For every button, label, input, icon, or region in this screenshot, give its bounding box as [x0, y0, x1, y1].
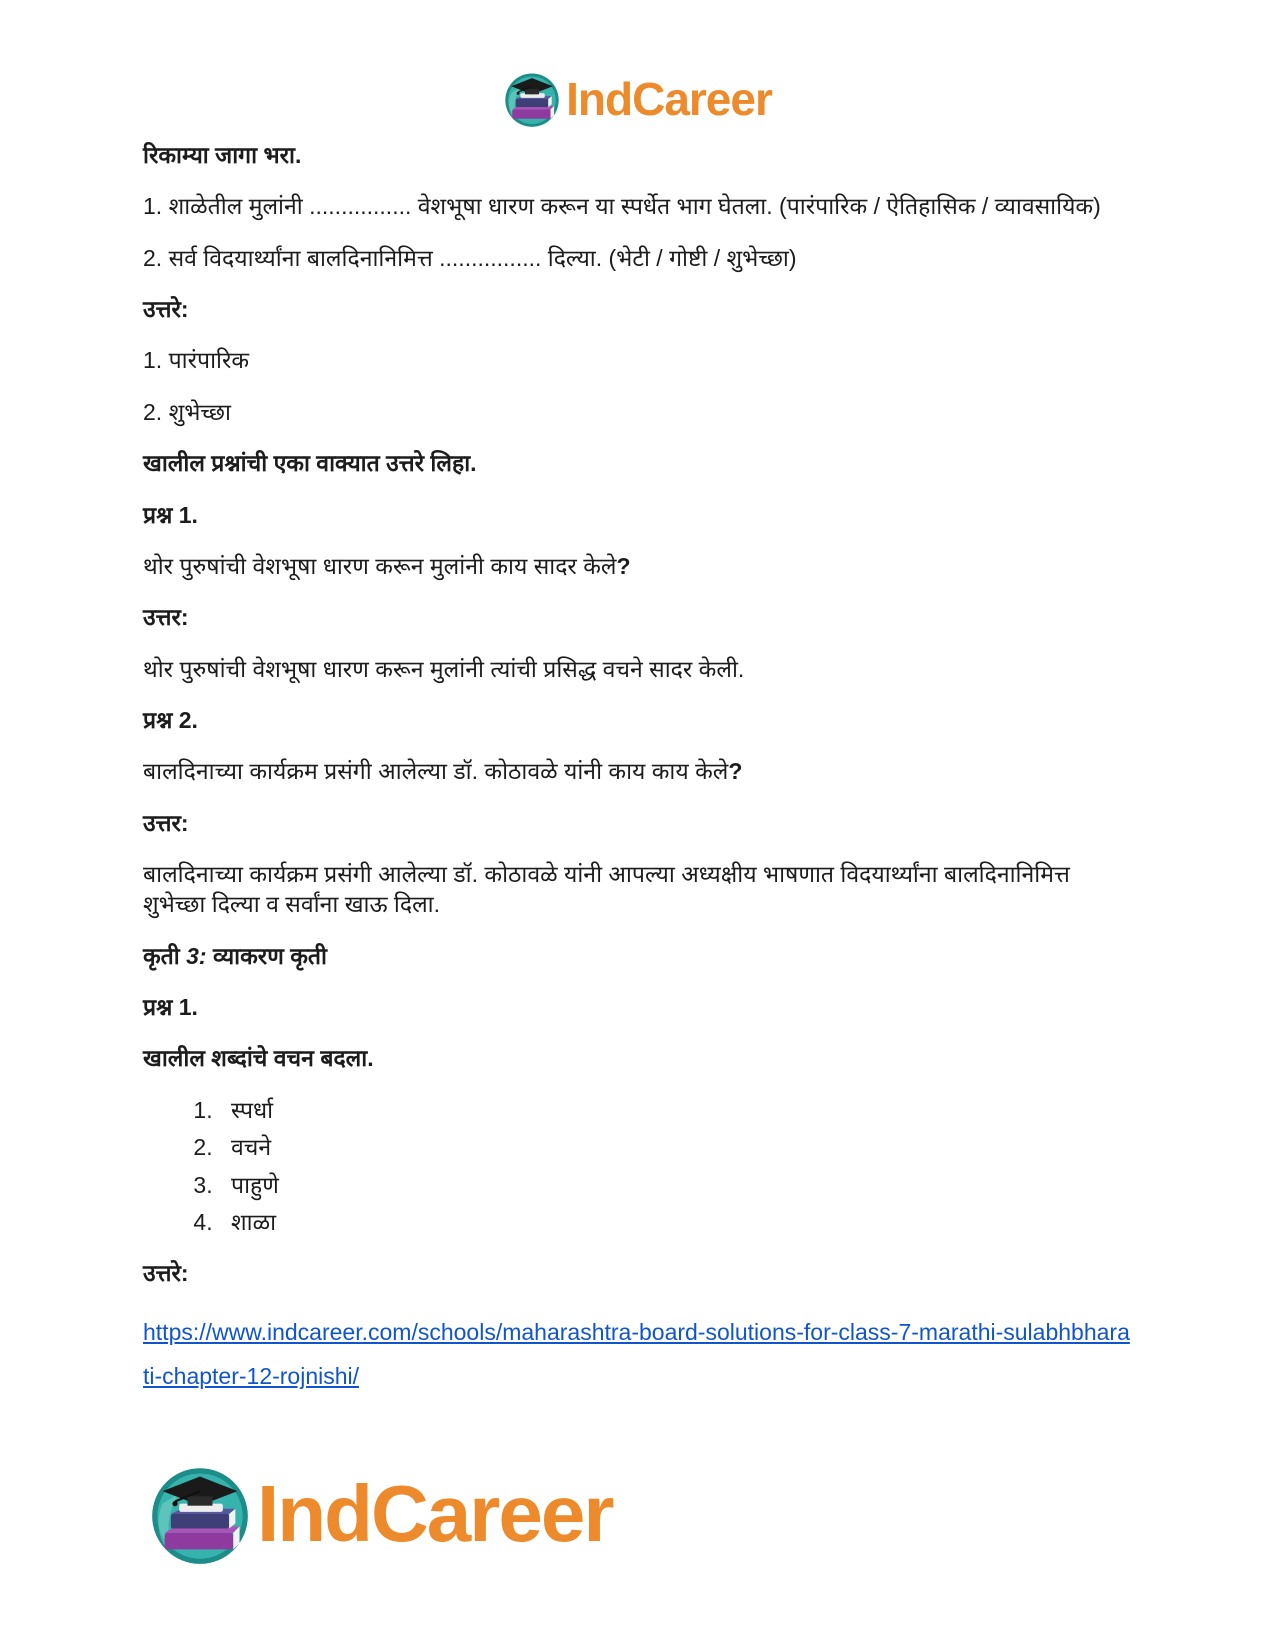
word-list-item: 2. वचने [219, 1132, 1133, 1162]
solution-link-container [143, 1310, 1133, 1400]
fill-blanks-answers-label: उत्तरे: [143, 296, 189, 323]
grammar-question-label: प्रश्न 1. [143, 994, 198, 1021]
grammar-instruction: खालील शब्दांचे वचन बदला. [143, 1045, 374, 1072]
indcareer-books-cap-icon [148, 1462, 252, 1566]
document-content [143, 140, 1133, 1399]
fill-blank-question-1: 1. शाळेतील मुलांनी ................ वेशभूषा धारण करून या स्पर्धेत भाग घेतला. (पारंपारिक / ऐतिहासिक / व्यावसायिक) [143, 193, 1101, 220]
header-logo [0, 0, 1275, 128]
question-2-body: बालदिनाच्या कार्यक्रम प्रसंगी आलेल्या डॉ. कोठावळे यांनी काय काय केले [143, 758, 729, 785]
activity-suffix: व्याकरण कृती [206, 942, 327, 969]
answer-1-label: उत्तर: [143, 604, 189, 631]
question-2-mark: ? [728, 758, 743, 785]
footer-logo [148, 1462, 612, 1566]
question-2-label: प्रश्न 2. [143, 706, 198, 733]
question-1-body: थोर पुरुषांची वेशभूषा धारण करून मुलांनी काय सादर केले [143, 552, 617, 579]
indcareer-logo-text: IndCareer [257, 1469, 613, 1558]
word-list-item: 1. स्पर्धा [219, 1095, 1133, 1125]
question-1-text [143, 551, 1133, 581]
question-2-text [143, 756, 1133, 786]
answer-1-text: थोर पुरुषांची वेशभूषा धारण करून मुलांनी त्यांची प्रसिद्ध वचने सादर केली. [143, 655, 745, 682]
grammar-activity-heading [143, 941, 1133, 971]
word-list-item: 3. पाहुणे [219, 1170, 1133, 1200]
indcareer-books-cap-icon [503, 70, 561, 128]
fill-blank-answer-1: 1. पारंपारिक [143, 347, 250, 374]
activity-prefix: कृती [143, 942, 187, 969]
question-1-label: प्रश्न 1. [143, 501, 198, 528]
fill-blank-question-2: 2. सर्व विदयार्थ्यांना बालदिनानिमित्त ................ दिल्या. (भेटी / गोष्टी / शुभेच्छा) [143, 244, 797, 271]
word-list [191, 1095, 1133, 1237]
answer-2-label: उत्तर: [143, 809, 189, 836]
one-sentence-heading: खालील प्रश्नांची एका वाक्यात उत्तरे लिहा. [143, 450, 477, 477]
fill-blanks-heading: रिकाम्या जागा भरा. [143, 142, 302, 168]
indcareer-logo-text: IndCareer [566, 73, 772, 125]
fill-blank-answer-2: 2. शुभेच्छा [143, 398, 231, 425]
indcareer-logo [148, 1462, 612, 1566]
word-list-item: 4. शाळा [219, 1207, 1133, 1237]
activity-number: 3: [186, 942, 207, 969]
question-1-mark: ? [616, 552, 631, 579]
answer-2-text: बालदिनाच्या कार्यक्रम प्रसंगी आलेल्या डॉ. कोठावळे यांनी आपल्या अध्यक्षीय भाषणात विदयार्थ्यांना बालदिनानिमित्त शुभेच्छा दिल्या व सर्वांना खाऊ दिला. [143, 861, 1070, 918]
solution-link[interactable]: https://www.indcareer.com/schools/maharashtra-board-solutions-for-class-7-marathi-sulabhbharati-chapter-12-rojnishi/ [143, 1318, 1130, 1390]
grammar-answers-label: उत्तरे: [143, 1260, 189, 1287]
indcareer-logo [503, 70, 772, 128]
